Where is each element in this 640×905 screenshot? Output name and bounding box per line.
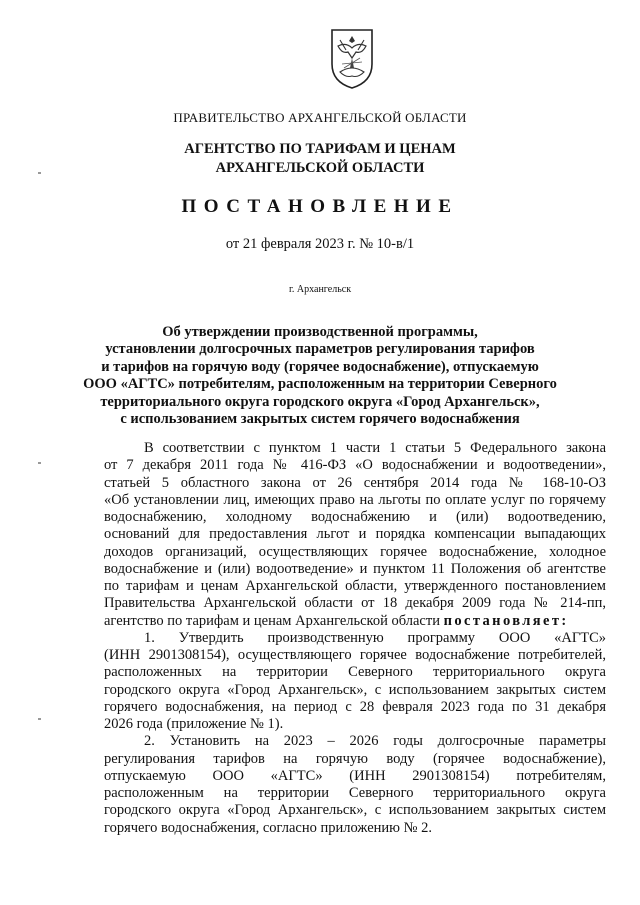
- document-city: г. Архангельск: [288, 284, 352, 295]
- scan-speck: [38, 462, 41, 464]
- coat-of-arms-emblem: [326, 24, 378, 90]
- body-line: статьей 5 областного закона от 26 сентября 2014 года № 168-10-ОЗ: [104, 474, 606, 491]
- subject-line: Об утверждении производственной программы,: [162, 324, 478, 340]
- document-body: [104, 440, 606, 837]
- scan-speck: [38, 172, 41, 174]
- body-line: водоснабжению, холодному водоснабжению и (или) водоотведению,: [104, 509, 606, 525]
- subject-line: территориального округа городского округа «Город Архангельск»,: [100, 393, 540, 410]
- body-line: «Об установлении лиц, имеющих право на льготы по оплате услуг по горячему: [104, 491, 606, 508]
- document-date-number: от 21 февраля 2023 г. № 10-в/1: [225, 236, 415, 252]
- body-line: от 7 декабря 2011 года № 416-ФЗ «О водоснабжении и водоотведении»,: [104, 457, 606, 474]
- agency-name: [0, 140, 640, 178]
- subject-line: ООО «АГТС» потребителям, расположенным на территории Северного: [83, 376, 557, 393]
- document-subject: [0, 324, 640, 428]
- government-name: ПРАВИТЕЛЬСТВО АРХАНГЕЛЬСКОЙ ОБЛАСТИ: [173, 110, 467, 125]
- resolves-word: постановляет:: [443, 612, 569, 629]
- agency-name-line: АГЕНТСТВО ПО ТАРИФАМ И ЦЕНАМ: [184, 141, 456, 157]
- body-line: городского округа «Город Архангельск», с использованием закрытых систем: [104, 681, 606, 698]
- body-line: доходов организаций, осуществляющих горячее водоснабжение, холодное: [104, 543, 606, 560]
- body-line: 2026 года (приложение № 1).: [104, 716, 284, 732]
- body-line: горячего водоснабжения, на период с 28 февраля 2023 года по 31 декабря: [104, 698, 606, 715]
- subject-line: установлении долгосрочных параметров регулирования тарифов: [105, 341, 535, 358]
- body-line: водоснабжение и (или) водоотведение» и пунктом 11 Положения об агентстве: [104, 560, 606, 577]
- subject-line: и тарифов на горячую воду (горячее водоснабжение), отпускаемую: [101, 358, 539, 375]
- body-line: 1. Утвердить производственную программу ООО «АГТС»: [144, 629, 606, 646]
- body-line: регулирования тарифов на горячую воду (горячее водоснабжение),: [104, 750, 606, 767]
- body-line: отпускаемую ООО «АГТС» (ИНН 2901308154) потребителям,: [104, 767, 606, 784]
- scan-speck: [38, 718, 41, 720]
- body-line: Правительства Архангельской области от 18 декабря 2009 года № 214-пп,: [104, 595, 606, 612]
- body-line: [104, 613, 606, 630]
- body-line: расположенным на территории Северного территориального округа: [104, 785, 606, 801]
- body-line: горячего водоснабжения, согласно приложению № 2.: [104, 819, 432, 836]
- agency-name-line: АРХАНГЕЛЬСКОЙ ОБЛАСТИ: [215, 160, 425, 176]
- body-line: В соответствии с пунктом 1 части 1 статьи 5 Федерального закона: [144, 440, 606, 456]
- document-type: ПОСТАНОВЛЕНИЕ: [181, 196, 459, 217]
- body-line: расположенных на территории Северного территориального округа: [104, 664, 606, 681]
- body-line: городского округа «Город Архангельск», с использованием закрытых систем: [104, 802, 606, 819]
- body-line: (ИНН 2901308154), осуществляющего горячее водоснабжение потребителей,: [104, 647, 606, 663]
- body-line: оснований для предоставления льгот и порядка компенсации выпадающих: [104, 526, 606, 543]
- body-line: по тарифам и ценам Архангельской области, утвержденного постановлением: [104, 578, 606, 594]
- body-line: 2. Установить на 2023 – 2026 годы долгосрочные параметры: [144, 733, 606, 750]
- subject-line: с использованием закрытых систем горячего водоснабжения: [120, 411, 520, 428]
- body-line-text: агентство по тарифам и ценам Архангельской области: [104, 612, 444, 629]
